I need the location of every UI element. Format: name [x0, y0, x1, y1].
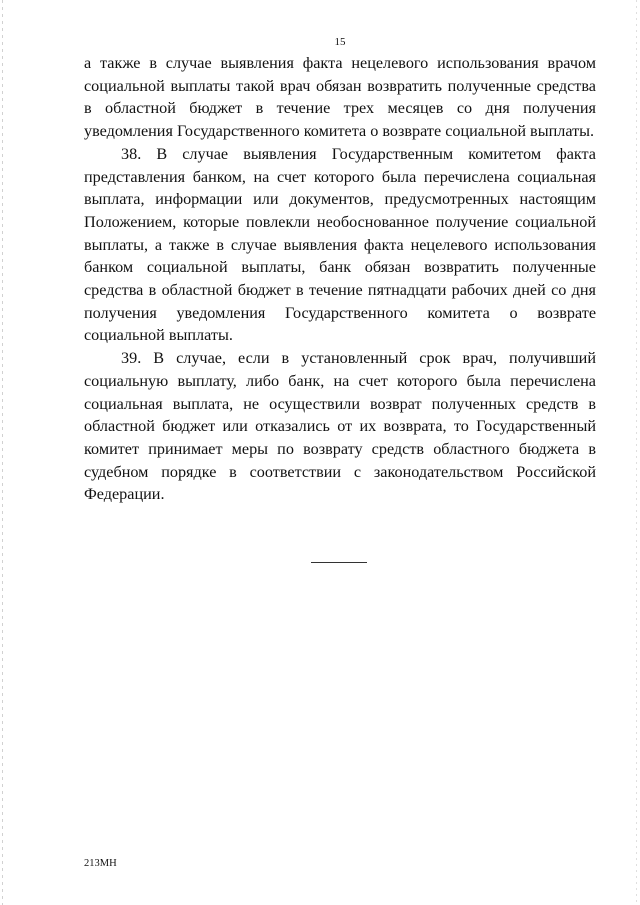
- end-separator-line: [311, 562, 367, 563]
- scan-edge-left: [2, 0, 3, 905]
- scan-edge-right: [636, 0, 637, 905]
- paragraph-continuation: а также в случае выявления факта нецелевого использования врачом социальной выплаты такой врач обязан возвратить полученные средства в областной бюджет в течение трех месяцев со дня получения уведомления Государственного комитета о возврате социальной выплаты.: [84, 54, 596, 141]
- document-code: 213МН: [84, 858, 117, 869]
- paragraph-item-38: 38. В случае выявления Государственным комитетом факта представления банком, на счет которого была перечислена социальная выплата, информации или документов, предусмотренных настоящим Положением, которые повлекли необоснованное получение социальной выплаты, а также в случае выявления факта нецелевого использования банком социальной выплаты, банк обязан возвратить полученные средства в областной бюджет в течение пятнадцати рабочих дней со дня получения уведомления Государственного комитета о возврате социальной выплаты.: [84, 144, 596, 345]
- document-body: [84, 52, 596, 506]
- page-number: 15: [334, 36, 346, 48]
- paragraph-item-39: 39. В случае, если в установленный срок врач, получивший социальную выплату, либо банк, на счет которого была перечислена социальная выплата, не осуществили возврат полученных средств в областной бюджет или отказались от их возврата, то Государственный комитет принимает меры по возврату средств областного бюджета в судебном порядке в соответствии с законодательством Российской Федерации.: [84, 349, 596, 504]
